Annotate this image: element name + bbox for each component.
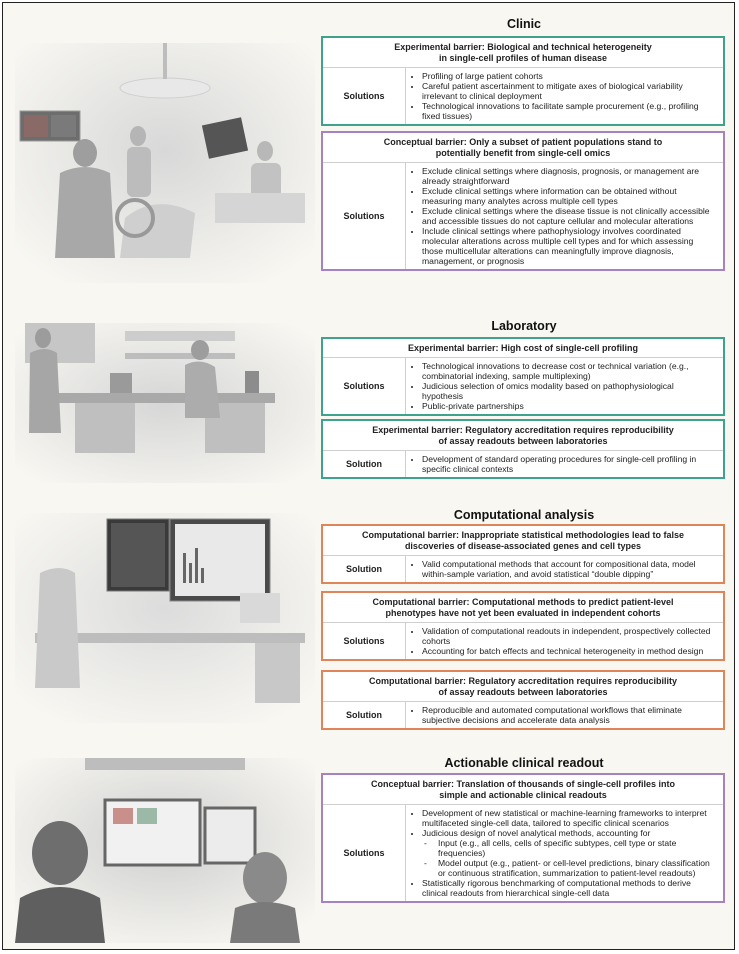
barrier-box-computational-statistics bbox=[321, 524, 725, 584]
solution-item: • Development of new statistical or machine-learning frameworks to interpret multifaceted single-cell data, tailored to specific clinical scenarios bbox=[422, 808, 715, 828]
solution-item bbox=[422, 828, 715, 878]
solution-item: • Profiling of large patient cohorts bbox=[422, 71, 715, 81]
solution-item: • Reproducible and automated computational workflows that eliminate subjective decisions and accelerate data analysis bbox=[422, 705, 715, 725]
solution-item: • Exclude clinical settings where the disease tissue is not clinically accessible and accessible tissues do not capture cellular and molecular alterations bbox=[422, 206, 715, 226]
barrier-heading: Experimental barrier: Biological and technical heterogeneity in single-cell profiles of human disease bbox=[323, 38, 723, 68]
barrier-heading: Computational barrier: Inappropriate statistical methodologies lead to false discoveries of disease-associated genes and cell types bbox=[323, 526, 723, 556]
barrier-heading: Experimental barrier: Regulatory accreditation requires reproducibility of assay readouts between laboratories bbox=[323, 421, 723, 451]
solution-item: • Development of standard operating procedures for single-cell profiling in specific clinical contexts bbox=[422, 454, 715, 474]
solution-subitem-text: Input (e.g., all cells, cells of specific subtypes, cell type or state frequencies) bbox=[438, 838, 677, 858]
barrier-heading: Conceptual barrier: Only a subset of patient populations stand to potentially benefit from single-cell omics bbox=[323, 133, 723, 163]
solution-item: • Careful patient ascertainment to mitigate axes of biological variability irrelevant to clinical deployment bbox=[422, 81, 715, 101]
solutions-label: Solutions bbox=[323, 163, 406, 269]
barrier-box-clinic-experimental bbox=[321, 36, 725, 126]
solution-item: • Accounting for batch effects and technical heterogeneity in method design bbox=[422, 646, 715, 656]
solutions-label: Solutions bbox=[323, 623, 406, 659]
clinic-illustration bbox=[15, 43, 315, 283]
solution-item: • Exclude clinical settings where diagnosis, prognosis, or management are already straightforward bbox=[422, 166, 715, 186]
barrier-heading: Computational barrier: Computational methods to predict patient-level phenotypes have not yet been evaluated in independent cohorts bbox=[323, 593, 723, 623]
solutions-list bbox=[406, 623, 723, 659]
solution-item: • Judicious selection of omics modality based on pathophysiological hypothesis bbox=[422, 381, 715, 401]
figure-panel bbox=[2, 2, 735, 950]
solutions-label: Solution bbox=[323, 702, 406, 728]
solutions-list bbox=[406, 68, 723, 124]
barrier-heading: Conceptual barrier: Translation of thousands of single-cell profiles into simple and actionable clinical readouts bbox=[323, 775, 723, 805]
barrier-box-clinical-readout bbox=[321, 773, 725, 903]
barrier-heading: Computational barrier: Regulatory accreditation requires reproducibility of assay readouts between laboratories bbox=[323, 672, 723, 702]
solution-item: • Technological innovations to decrease cost or technical variation (e.g., combinatorial indexing, sample multiplexing) bbox=[422, 361, 715, 381]
section-title-computational: Computational analysis bbox=[453, 508, 595, 522]
solution-subitem: - Model output (e.g., patient- or cell-level predictions, binary classification or continuous stratification, summarization to patient-level readouts) bbox=[424, 858, 715, 878]
clinical-readout-illustration bbox=[15, 758, 315, 943]
solution-item: • Statistically rigorous benchmarking of computational methods to derive clinical readouts from hierarchical single-cell data bbox=[422, 878, 715, 898]
laboratory-illustration bbox=[15, 323, 315, 483]
solution-sublist bbox=[422, 838, 715, 878]
barrier-heading: Experimental barrier: High cost of single-cell profiling bbox=[323, 339, 723, 358]
solution-item-text: Judicious design of novel analytical methods, accounting for bbox=[422, 828, 651, 838]
solutions-label: Solutions bbox=[323, 68, 406, 124]
barrier-box-clinic-conceptual bbox=[321, 131, 725, 271]
solutions-list bbox=[406, 702, 723, 728]
solutions-list bbox=[406, 358, 723, 414]
computational-illustration bbox=[15, 513, 315, 723]
solution-item: • Exclude clinical settings where information can be obtained without measuring many analytes across multiple cell types bbox=[422, 186, 715, 206]
solutions-list bbox=[406, 163, 723, 269]
barrier-box-computational-reproducibility bbox=[321, 670, 725, 730]
solutions-label: Solutions bbox=[323, 805, 406, 901]
section-title-clinic: Clinic bbox=[506, 17, 542, 31]
solution-item: • Include clinical settings where pathophysiology involves coordinated molecular alterations across multiple cell types and for which assessing those multicellular alterations can meaningfully improve diagnosis, management, or prognosis bbox=[422, 226, 715, 266]
solution-subitem-text: Model output (e.g., patient- or cell-level predictions, binary classification or continuous stratification, summarization to patient-level readouts) bbox=[438, 858, 710, 878]
solutions-label: Solution bbox=[323, 451, 406, 477]
solution-subitem: - Input (e.g., all cells, cells of specific subtypes, cell type or state frequencies) bbox=[424, 838, 715, 858]
section-title-laboratory: Laboratory bbox=[491, 319, 557, 333]
section-title-clinical-readout: Actionable clinical readout bbox=[444, 756, 604, 770]
barrier-box-laboratory-cost bbox=[321, 337, 725, 416]
solutions-list bbox=[406, 556, 723, 582]
solution-item: • Valid computational methods that account for compositional data, model within-sample variation, and avoid statistical “double dipping” bbox=[422, 559, 715, 579]
solutions-list bbox=[406, 805, 723, 901]
solution-item: • Public-private partnerships bbox=[422, 401, 715, 411]
solutions-label: Solution bbox=[323, 556, 406, 582]
solution-item: • Validation of computational readouts in independent, prospectively collected cohorts bbox=[422, 626, 715, 646]
solution-item: • Technological innovations to facilitate sample procurement (e.g., profiling fixed tissues) bbox=[422, 101, 715, 121]
barrier-box-laboratory-reproducibility bbox=[321, 419, 725, 479]
solutions-label: Solutions bbox=[323, 358, 406, 414]
solutions-list bbox=[406, 451, 723, 477]
barrier-box-computational-validation bbox=[321, 591, 725, 661]
